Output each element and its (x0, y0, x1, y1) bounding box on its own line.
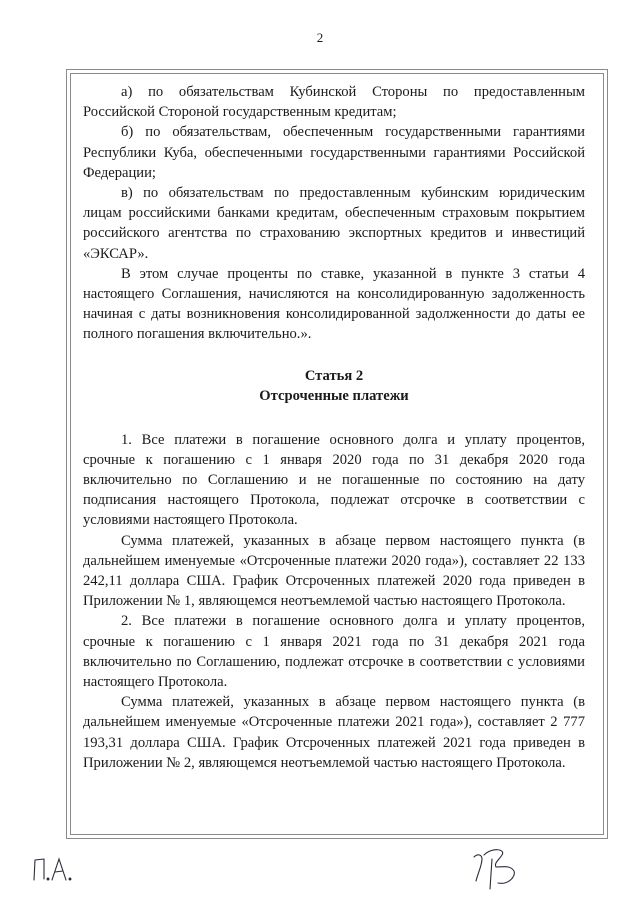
paragraph-item-a: а) по обязательствам Кубинской Стороны по предоставленным Российской Стороной государственным кредитам; (83, 84, 585, 121)
article-title: Отсроченные платежи (259, 387, 409, 404)
page-number: 2 (316, 30, 324, 45)
paragraph-interest-clause: В этом случае проценты по ставке, указанной в пункте 3 статьи 4 настоящего Соглашения, начисляются на консолидированную задолженность начиная с даты возникновения консолидированной задолженности до даты ее полного погашения включительно.». (83, 265, 585, 343)
paragraph-point-2: 2. Все платежи в погашение основного долга и уплату процентов, срочные к погашению с 1 января 2021 года по 31 декабря 2021 года включительно по Соглашению, подлежат отсрочке в соответствии с условиями настоящего Протокола. (83, 613, 585, 691)
article-number: Статья 2 (304, 367, 364, 384)
handwritten-initials (31, 855, 81, 883)
paragraph-payments-2020: Сумма платежей, указанных в абзаце первом настоящего пункта (в дальнейшем именуемые «Отсроченные платежи 2020 года»), составляет 22 133 242,11 доллара США. График Отсроченных платежей 2020 года приведен в Приложении № 1, являющемся неотъемлемой частью настоящего Протокола. (83, 532, 585, 610)
document-body (83, 82, 585, 773)
paragraph-point-1: 1. Все платежи в погашение основного долга и уплату процентов, срочные к погашению с 1 января 2020 года по 31 декабря 2020 года включительно по Соглашению и не погашенные по состоянию на дату подписания настоящего Протокола, подлежат отсрочке в соответствии с условиями настоящего Протокола. (83, 431, 585, 529)
paragraph-item-c: в) по обязательствам по предоставленным кубинским юридическим лицам российскими банками кредитам, обеспеченным страховым покрытием российского агентства по страхованию экспортных кредитов и инвестиций «ЭКСАР». (83, 185, 585, 262)
paragraph-item-b: б) по обязательствам, обеспеченным государственными гарантиями Республики Куба, обеспеченными государственными гарантиями Российской Федерации; (83, 124, 585, 181)
handwritten-signature (470, 845, 525, 890)
paragraph-payments-2021: Сумма платежей, указанных в абзаце первом настоящего пункта (в дальнейшем именуемые «Отсроченные платежи 2021 года»), составляет 2 777 193,31 доллара США. График Отсроченных платежей 2021 года приведен в Приложении № 2, являющемся неотъемлемой частью настоящего Протокола. (83, 694, 585, 771)
